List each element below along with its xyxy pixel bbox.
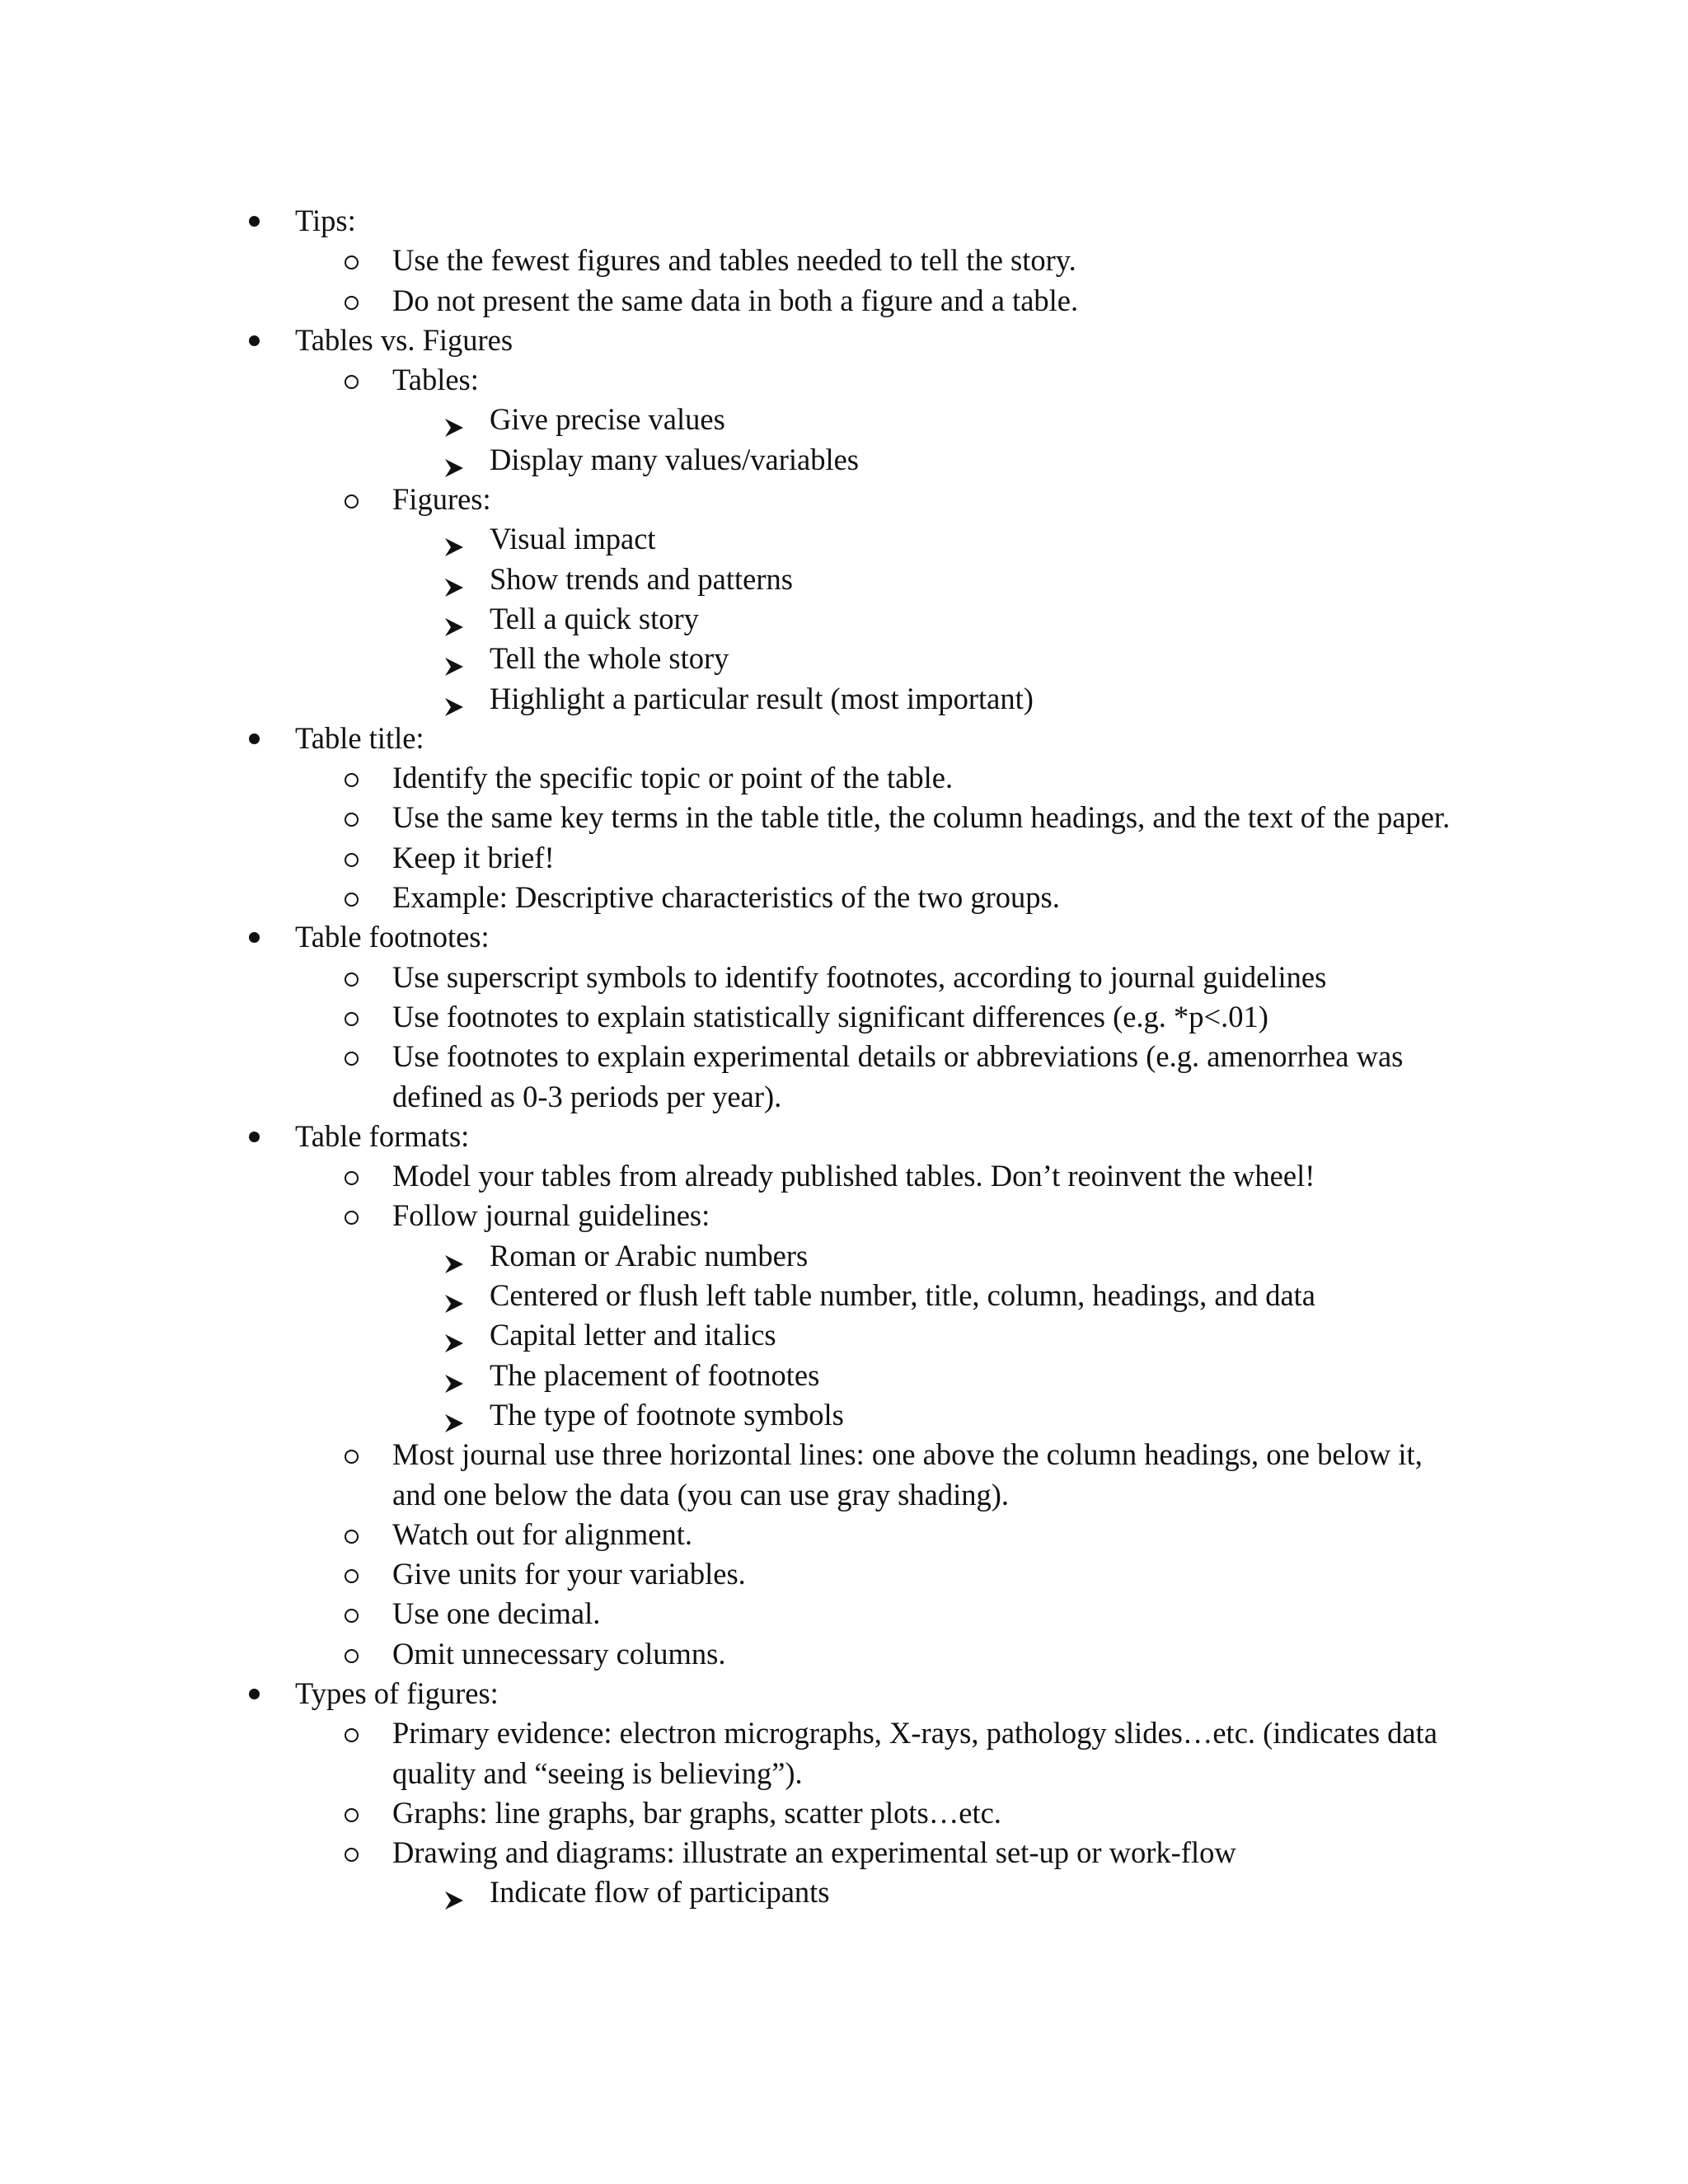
circle-bullet-icon — [345, 1808, 359, 1822]
list-item-level-2 — [0, 281, 1688, 321]
list-item-level-2 — [0, 1037, 1688, 1117]
arrowhead-bullet-icon — [443, 528, 465, 550]
list-item-text: Display many values/variables — [490, 442, 860, 476]
circle-bullet-icon — [345, 1012, 359, 1026]
list-item-level-2 — [0, 1793, 1688, 1833]
list-item-text: Use the fewest figures and tables needed to tell the story. — [392, 243, 1076, 278]
list-item-level-3 — [0, 679, 1688, 719]
arrowhead-bullet-icon — [443, 1324, 465, 1346]
list-item-text: Watch out for alignment. — [392, 1516, 692, 1551]
list-item-text: Use superscript symbols to identify footnotes, according to journal guidelines — [392, 959, 1327, 994]
arrowhead-bullet-icon — [443, 409, 465, 430]
list-item-text: Do not present the same data in both a figure and a table. — [392, 283, 1079, 317]
list-item-level-2 — [0, 1833, 1688, 1872]
list-item-level-3 — [0, 1395, 1688, 1435]
list-item-level-2 — [0, 798, 1688, 837]
list-item-text: Follow journal guidelines: — [392, 1198, 710, 1233]
list-item-level-2 — [0, 1156, 1688, 1196]
list-item-text: Show trends and patterns — [490, 561, 793, 596]
list-item-level-2 — [0, 958, 1688, 997]
list-item-text: Give units for your variables. — [392, 1557, 746, 1591]
list-item-text: Table title: — [295, 720, 424, 755]
list-item-level-2 — [0, 1435, 1688, 1515]
list-item-level-2 — [0, 878, 1688, 917]
circle-bullet-icon — [345, 972, 359, 987]
list-item-text: Visual impact — [490, 522, 656, 556]
list-item-level-3 — [0, 560, 1688, 599]
list-item-text: Keep it brief! — [392, 840, 555, 874]
circle-bullet-icon — [345, 1728, 359, 1742]
circle-bullet-icon — [345, 1450, 359, 1464]
arrowhead-bullet-icon — [443, 1404, 465, 1426]
list-item-text: Figures: — [392, 482, 491, 517]
circle-bullet-icon — [345, 1848, 359, 1862]
list-item-level-2 — [0, 1713, 1688, 1793]
arrowhead-bullet-icon — [443, 1365, 465, 1386]
disc-bullet-icon — [249, 932, 260, 943]
list-item-level-2 — [0, 360, 1688, 400]
list-item-level-1 — [0, 201, 1688, 241]
list-item-text: Capital letter and italics — [490, 1318, 776, 1352]
list-item-level-2 — [0, 241, 1688, 280]
list-item-text: Most journal use three horizontal lines: one above the column headings, one below it, and one below the data (you can use gray shading). — [392, 1437, 1423, 1511]
list-item-level-2 — [0, 997, 1688, 1037]
list-item-text: Use footnotes to explain experimental details or abbreviations (e.g. amenorrhea was defined as 0-3 periods per year). — [392, 1039, 1404, 1113]
list-item-level-1 — [0, 917, 1688, 957]
list-item-level-3 — [0, 519, 1688, 559]
list-item-text: The placement of footnotes — [490, 1357, 820, 1392]
list-item-level-2 — [0, 480, 1688, 519]
disc-bullet-icon — [249, 216, 260, 227]
arrowhead-bullet-icon — [443, 1882, 465, 1903]
list-item-level-1 — [0, 321, 1688, 360]
list-item-level-3 — [0, 1315, 1688, 1355]
list-item-text: Roman or Arabic numbers — [490, 1238, 809, 1272]
list-item-text: Drawing and diagrams: illustrate an experimental set-up or work-flow — [392, 1835, 1236, 1870]
arrowhead-bullet-icon — [443, 449, 465, 471]
list-item-level-2 — [0, 1634, 1688, 1674]
arrowhead-bullet-icon — [443, 569, 465, 590]
disc-bullet-icon — [249, 1132, 260, 1142]
list-item-text: Types of figures: — [295, 1675, 499, 1710]
list-item-text: The type of footnote symbols — [490, 1397, 844, 1432]
list-item-text: Table formats: — [295, 1118, 470, 1153]
disc-bullet-icon — [249, 733, 260, 744]
circle-bullet-icon — [345, 494, 359, 509]
list-item-text: Example: Descriptive characteristics of the two groups. — [392, 880, 1060, 915]
circle-bullet-icon — [345, 296, 359, 310]
circle-bullet-icon — [345, 1569, 359, 1583]
list-item-text: Tell the whole story — [490, 641, 729, 676]
list-item-text: Primary evidence: electron micrographs, X-rays, pathology slides…etc. (indicates data quality and “seeing is believing”). — [392, 1716, 1437, 1790]
circle-bullet-icon — [345, 1052, 359, 1066]
list-item-text: Use the same key terms in the table title, the column headings, and the text of the paper. — [392, 800, 1451, 835]
circle-bullet-icon — [345, 375, 359, 389]
list-item-level-2 — [0, 1196, 1688, 1235]
list-item-text: Use one decimal. — [392, 1596, 601, 1631]
arrowhead-bullet-icon — [443, 1245, 465, 1267]
list-item-text: Give precise values — [490, 402, 725, 437]
list-item-level-3 — [0, 1276, 1688, 1315]
list-item-text: Table footnotes: — [295, 920, 490, 954]
list-item-level-3 — [0, 639, 1688, 678]
circle-bullet-icon — [345, 1211, 359, 1225]
list-item-text: Use footnotes to explain statistically significant differences (e.g. *p<.01) — [392, 999, 1268, 1033]
arrowhead-bullet-icon — [443, 1285, 465, 1306]
list-item-level-2 — [0, 1594, 1688, 1633]
arrowhead-bullet-icon — [443, 608, 465, 630]
list-item-level-1 — [0, 1117, 1688, 1156]
arrowhead-bullet-icon — [443, 688, 465, 710]
list-item-level-3 — [0, 1356, 1688, 1395]
list-item-level-2 — [0, 1554, 1688, 1594]
list-item-text: Tables vs. Figures — [295, 322, 513, 357]
list-item-text: Tips: — [295, 204, 356, 237]
circle-bullet-icon — [345, 853, 359, 867]
list-item-level-3 — [0, 400, 1688, 439]
list-item-text: Graphs: line graphs, bar graphs, scatter plots…etc. — [392, 1795, 1001, 1830]
disc-bullet-icon — [249, 1689, 260, 1699]
list-item-level-3 — [0, 1872, 1688, 1912]
disc-bullet-icon — [249, 335, 260, 346]
list-item-level-1 — [0, 1674, 1688, 1713]
list-item-text: Identify the specific topic or point of the table. — [392, 761, 954, 795]
list-item-text: Tell a quick story — [490, 601, 699, 635]
list-item-level-3 — [0, 599, 1688, 639]
circle-bullet-icon — [345, 893, 359, 907]
list-item-level-3 — [0, 1236, 1688, 1276]
list-item-text: Model your tables from already published tables. Don’t reoinvent the wheel! — [392, 1159, 1315, 1193]
list-item-text: Centered or flush left table number, title, column, headings, and data — [490, 1278, 1315, 1313]
list-item-level-3 — [0, 440, 1688, 480]
circle-bullet-icon — [345, 1649, 359, 1663]
list-item-text: Omit unnecessary columns. — [392, 1636, 726, 1671]
list-item-level-2 — [0, 1515, 1688, 1554]
circle-bullet-icon — [345, 773, 359, 787]
list-item-text: Indicate flow of participants — [490, 1875, 830, 1910]
arrowhead-bullet-icon — [443, 648, 465, 669]
list-item-level-2 — [0, 838, 1688, 878]
list-item-level-1 — [0, 719, 1688, 758]
document-outline — [0, 201, 1688, 1913]
list-item-text: Tables: — [392, 363, 479, 397]
circle-bullet-icon — [345, 1530, 359, 1544]
circle-bullet-icon — [345, 1609, 359, 1623]
circle-bullet-icon — [345, 1171, 359, 1185]
list-item-text: Highlight a particular result (most important) — [490, 681, 1034, 715]
circle-bullet-icon — [345, 255, 359, 269]
list-item-level-2 — [0, 758, 1688, 798]
circle-bullet-icon — [345, 813, 359, 827]
